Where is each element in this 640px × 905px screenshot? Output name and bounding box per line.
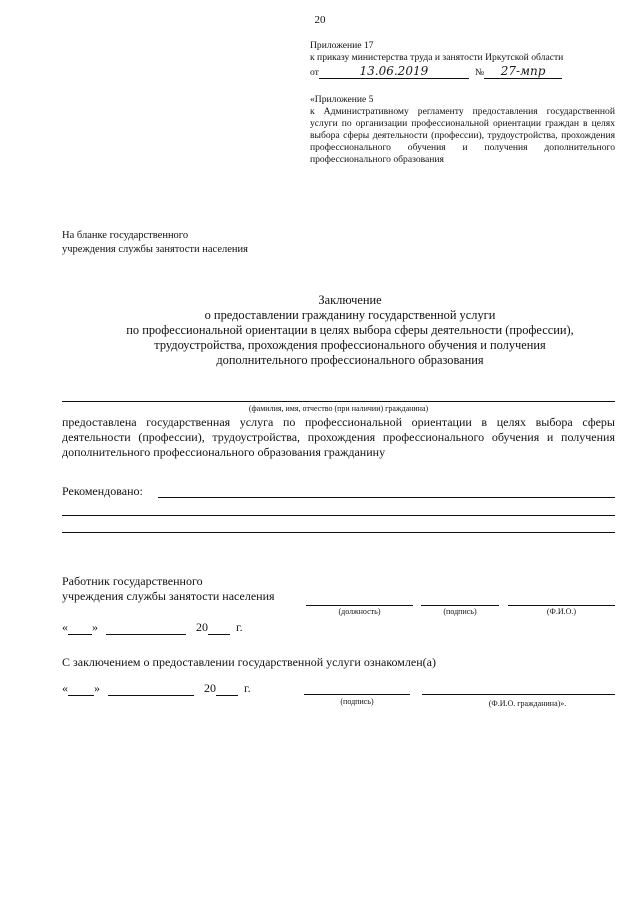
worker-date-row xyxy=(62,620,243,635)
ack-year-field[interactable] xyxy=(216,683,238,696)
title-line4: трудоустройства, прохождения профессионального обучения и получения xyxy=(154,338,546,352)
appendix5-text: к Административному регламенту предоставления государственной услуги по организации профессиональной ориентации граждан в целях выбора сферы деятельности (профессии), трудоустройства, прохождения профессионального обучения и получения дополнительного профессионального образования xyxy=(310,106,615,165)
blank-line1: На бланке государственного xyxy=(62,230,189,241)
order-number: 27-мпр xyxy=(484,65,562,79)
worker-name-line[interactable] xyxy=(508,605,615,606)
date-close-quote: » xyxy=(92,620,98,634)
ack-signature-line[interactable] xyxy=(304,694,410,695)
ack-year-suffix: г. xyxy=(244,681,251,695)
title-line1: Заключение xyxy=(318,293,382,307)
ack-signature-caption: (подпись) xyxy=(340,697,374,706)
citizen-name-line[interactable] xyxy=(62,401,615,402)
worker-signature-line[interactable] xyxy=(421,605,499,606)
blank-note xyxy=(62,229,248,257)
date-open-quote: « xyxy=(62,620,68,634)
month-field[interactable] xyxy=(106,622,186,635)
title-line2: о предоставлении гражданину государственной услуги xyxy=(204,308,496,322)
page-number: 20 xyxy=(314,14,326,26)
recommended-line-3[interactable] xyxy=(62,532,615,533)
service-paragraph: предоставлена государственная услуга по профессиональной ориентации в целях выбора сферы деятельности (профессии), трудоустройства, прохождения профессионального обучения и получения дополнительного профессионального образования гражданину xyxy=(62,415,615,459)
title-line5: дополнительного профессионального образования xyxy=(216,353,484,367)
appendix-header xyxy=(310,40,615,166)
number-prefix: № xyxy=(474,67,485,78)
citizen-name-caption: (фамилия, имя, отчество (при наличии) гражданина) xyxy=(248,404,429,413)
recommended-line-1[interactable] xyxy=(158,497,615,498)
blank-line2: учреждения службы занятости населения xyxy=(62,244,248,255)
year-field[interactable] xyxy=(208,622,230,635)
ack-month-field[interactable] xyxy=(108,683,194,696)
worker-position-line[interactable] xyxy=(306,605,413,606)
ack-year-prefix: 20 xyxy=(204,681,216,695)
appendix17-date-row xyxy=(310,65,615,79)
title-line3: по профессиональной ориентации в целях выбора сферы деятельности (профессии), xyxy=(126,323,574,337)
ack-date-close-quote: » xyxy=(94,681,100,695)
year-prefix: 20 xyxy=(196,620,208,634)
ack-name-caption: (Ф.И.О. гражданина)». xyxy=(488,699,567,708)
document-title xyxy=(40,293,640,368)
order-date: 13.06.2019 xyxy=(319,65,469,79)
appendix17-order: к приказу министерства труда и занятости Иркутской области xyxy=(310,52,564,63)
worker-signature-caption: (подпись) xyxy=(443,607,477,616)
ack-day-field[interactable] xyxy=(68,683,94,696)
date-prefix: от xyxy=(310,67,319,78)
ack-name-line[interactable] xyxy=(422,694,615,695)
year-suffix: г. xyxy=(236,620,243,634)
worker-block xyxy=(62,574,275,604)
worker-position-caption: (должность) xyxy=(338,607,381,616)
recommended-label: Рекомендовано: xyxy=(62,484,143,498)
worker-name-caption: (Ф.И.О.) xyxy=(546,607,577,616)
appendix17-title: Приложение 17 xyxy=(310,40,374,51)
worker-line1: Работник государственного xyxy=(62,574,203,588)
ack-date-open-quote: « xyxy=(62,681,68,695)
appendix5-title: «Приложение 5 xyxy=(310,94,374,105)
acknowledgement-text: С заключением о предоставлении государственной услуги ознакомлен(а) xyxy=(62,655,436,669)
day-field[interactable] xyxy=(68,622,92,635)
ack-date-row xyxy=(62,681,251,696)
worker-line2: учреждения службы занятости населения xyxy=(62,589,275,603)
recommended-line-2[interactable] xyxy=(62,515,615,516)
